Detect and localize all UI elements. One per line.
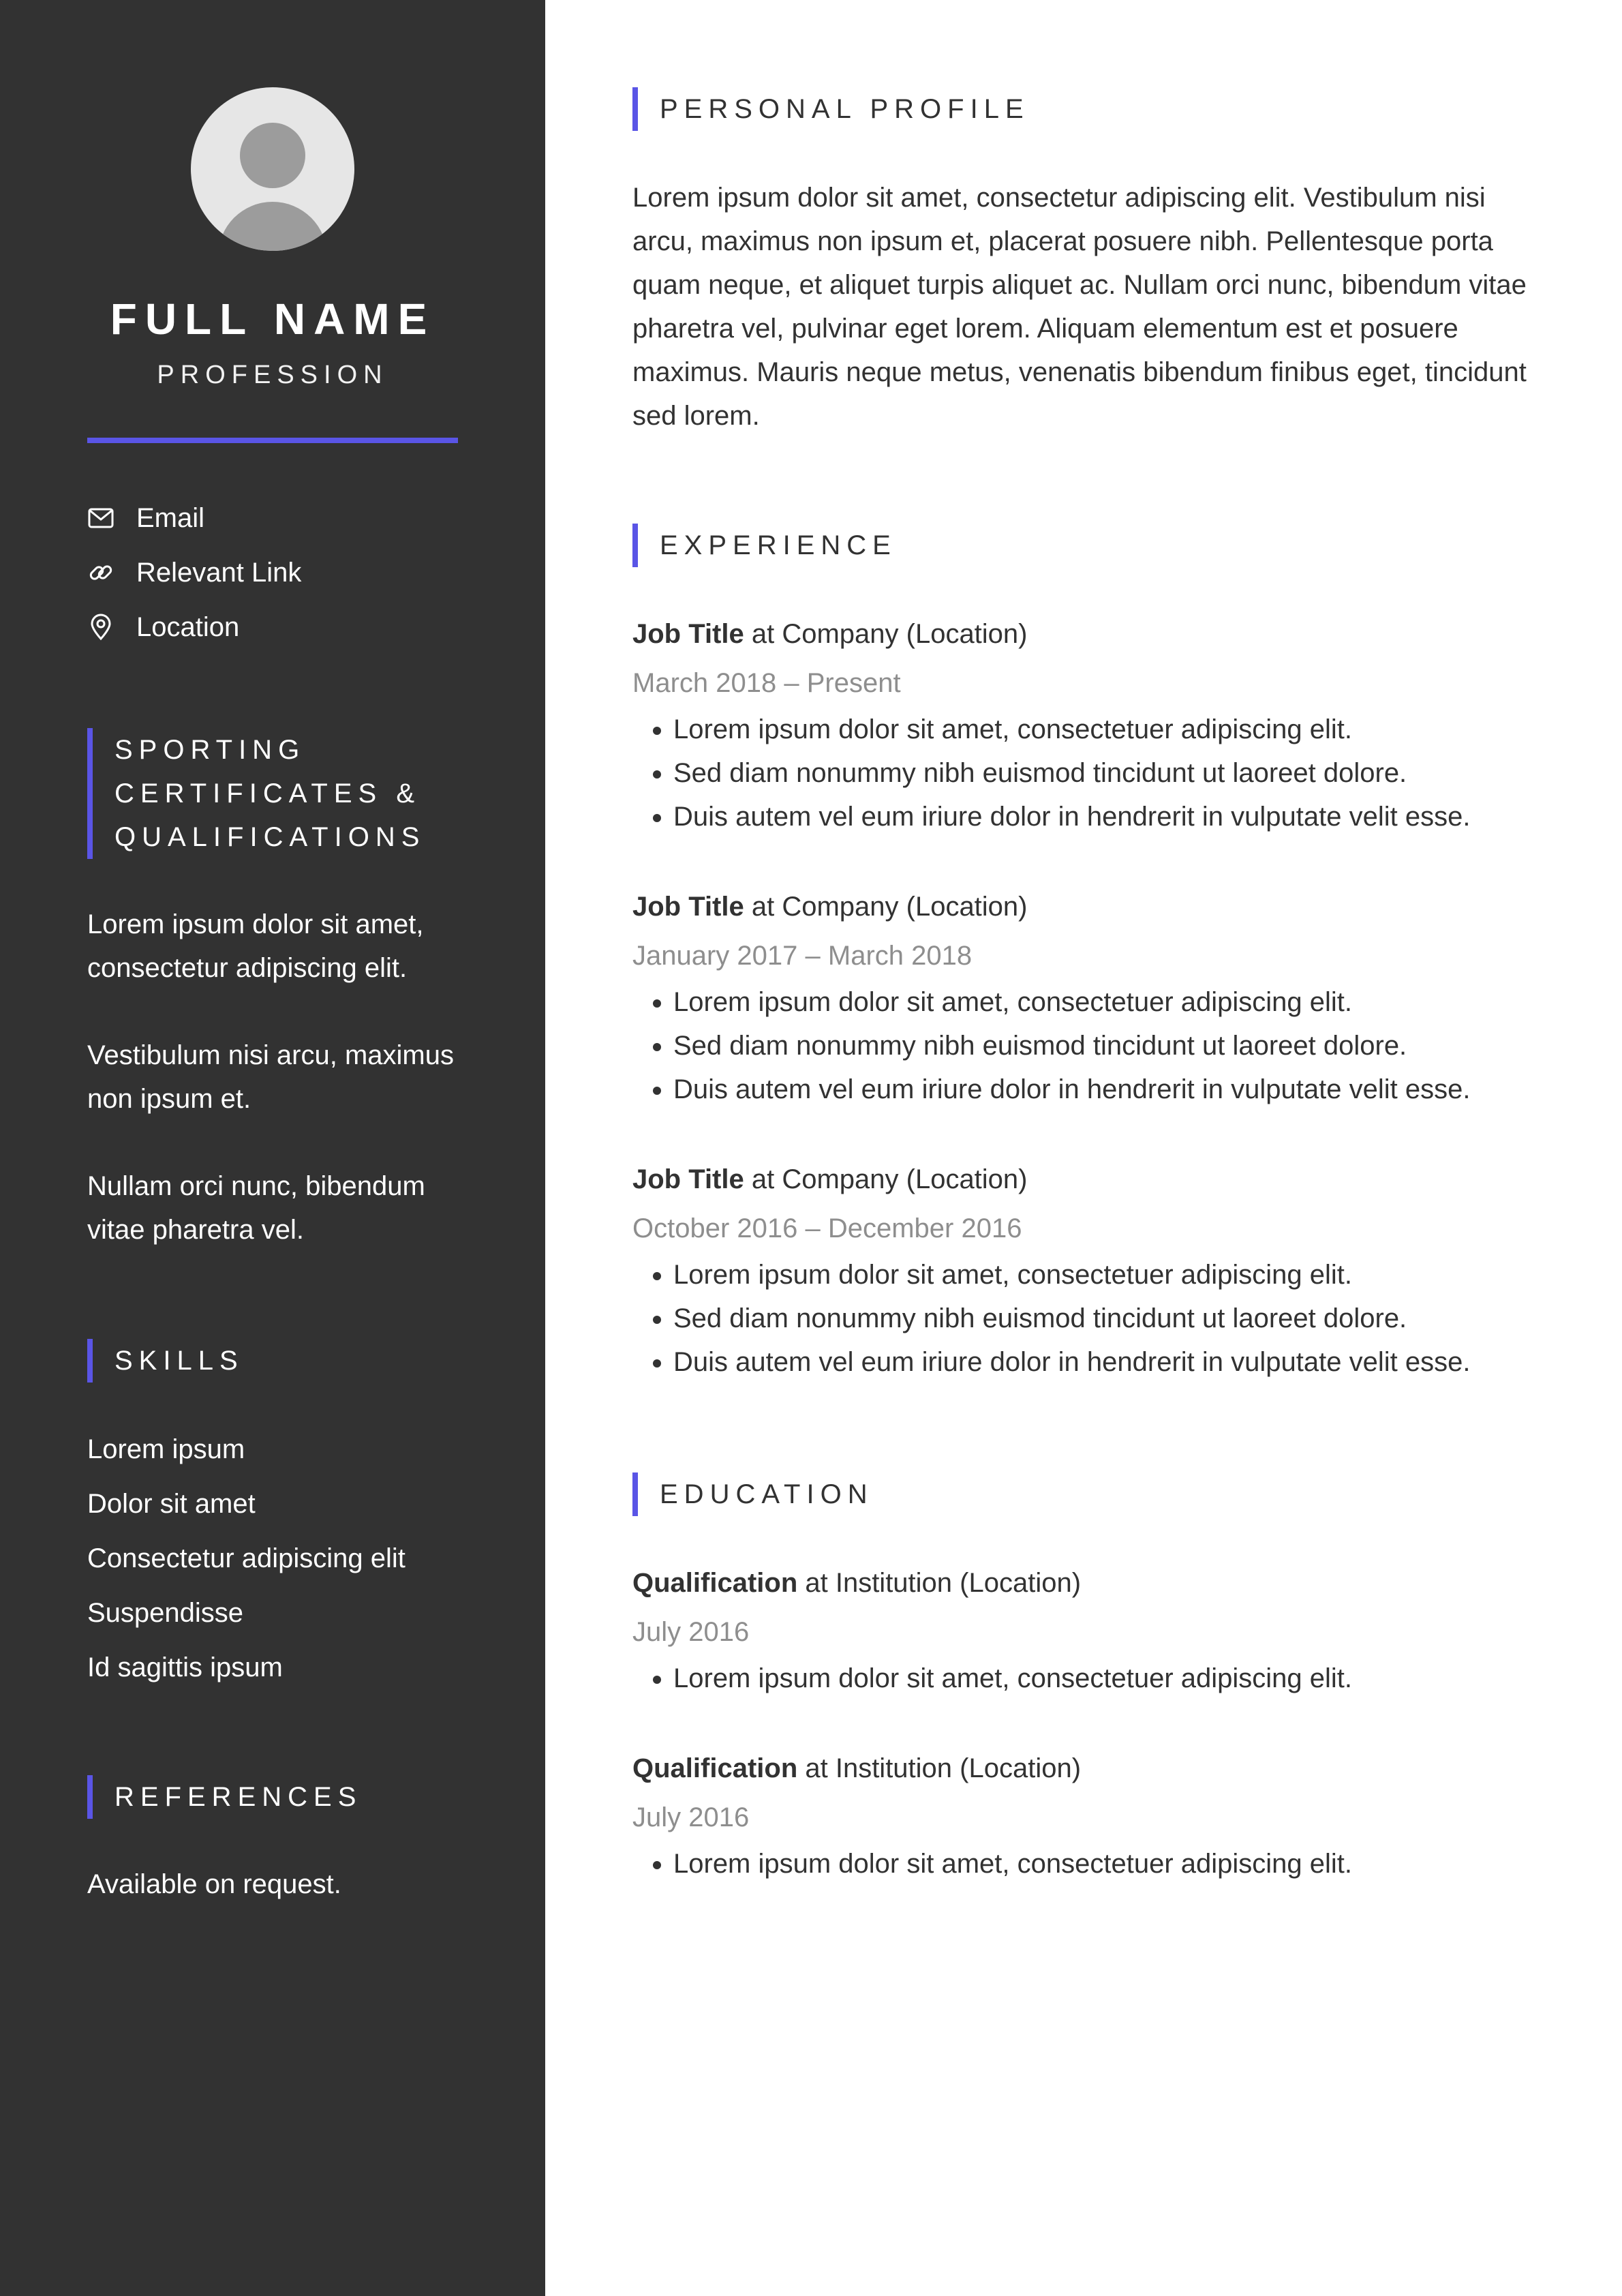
job-title-line (632, 609, 1546, 659)
mail-icon (87, 504, 114, 532)
bullet-item: • Sed diam nonummy nibh euismod tincidunt ut laoreet dolore. (673, 1297, 1546, 1340)
sidebar (0, 0, 545, 2296)
bullet-item: • Duis autem vel eum iriure dolor in hendrerit in vulputate velit esse. (673, 1340, 1546, 1384)
job-title-line (632, 882, 1546, 931)
bullet-item: • Lorem ipsum dolor sit amet, consectetuer adipiscing elit. (673, 1253, 1546, 1297)
certificate-item: Vestibulum nisi arcu, maximus non ipsum et. (87, 1040, 454, 1114)
education-date: July 2016 (632, 1802, 750, 1832)
education-bullets (632, 1657, 1546, 1700)
link-icon (87, 559, 114, 586)
bullet-item: • Sed diam nonummy nibh euismod tincidunt ut laoreet dolore. (673, 1024, 1546, 1068)
job-title: Job Title (632, 892, 744, 922)
bullet-item: • Lorem ipsum dolor sit amet, consectetuer adipiscing elit. (673, 1657, 1546, 1700)
experience-entry (632, 609, 1546, 839)
job-bullets (632, 980, 1546, 1111)
avatar (191, 87, 354, 251)
institution: at Institution (Location) (797, 1568, 1082, 1598)
contact-email-label: Email (136, 502, 205, 533)
education-date: July 2016 (632, 1617, 750, 1647)
profile-heading: PERSONAL PROFILE (632, 87, 1532, 131)
skill-item: Suspendisse (87, 1598, 244, 1628)
education-heading: EDUCATION (632, 1472, 1532, 1516)
education-bullets (632, 1842, 1546, 1886)
bullet-item: • Duis autem vel eum iriure dolor in hendrerit in vulputate velit esse. (673, 795, 1546, 839)
certificate-item: Lorem ipsum dolor sit amet, consectetur adipiscing elit. (87, 909, 424, 983)
name-divider (87, 438, 458, 443)
contact-location[interactable] (87, 600, 469, 654)
contact-list (87, 491, 469, 654)
skill-item: Lorem ipsum (87, 1434, 245, 1464)
references-heading: REFERENCES (87, 1775, 496, 1819)
bullet-item: • Lorem ipsum dolor sit amet, consectetuer adipiscing elit. (673, 708, 1546, 751)
contact-link-label: Relevant Link (136, 557, 302, 588)
skill-item: Dolor sit amet (87, 1489, 256, 1519)
skill-item: Id sagittis ipsum (87, 1652, 283, 1682)
bullet-item: • Lorem ipsum dolor sit amet, consectetuer adipiscing elit. (673, 1842, 1546, 1886)
qualification: Qualification (632, 1568, 798, 1598)
avatar-head (240, 123, 305, 188)
job-company: at Company (Location) (744, 1164, 1028, 1194)
job-title: Job Title (632, 1164, 744, 1194)
profession: PROFESSION (157, 361, 388, 389)
references-text: Available on request. (87, 1869, 341, 1899)
experience-entry (632, 882, 1546, 1111)
job-dates: January 2017 – March 2018 (632, 941, 973, 971)
full-name: FULL NAME (110, 294, 435, 344)
job-company: at Company (Location) (744, 619, 1028, 649)
contact-email[interactable] (87, 491, 469, 545)
job-company: at Company (Location) (744, 892, 1028, 922)
certificates-text (87, 903, 469, 1295)
job-bullets (632, 708, 1546, 839)
education-title-line (632, 1558, 1546, 1607)
education-title-line (632, 1744, 1546, 1793)
location-pin-icon (87, 614, 114, 641)
job-title-line (632, 1155, 1546, 1204)
bullet-item: • Sed diam nonummy nibh euismod tincidunt ut laoreet dolore. (673, 751, 1546, 795)
job-dates: March 2018 – Present (632, 668, 901, 698)
certificate-item: Nullam orci nunc, bibendum vitae pharetra vel. (87, 1171, 425, 1245)
skill-item: Consectetur adipiscing elit (87, 1543, 406, 1573)
contact-location-label: Location (136, 611, 240, 642)
experience-entry (632, 1155, 1546, 1384)
avatar-shoulders (218, 202, 327, 251)
certificates-heading: SPORTING CERTIFICATES & QUALIFICATIONS (87, 728, 496, 859)
job-title: Job Title (632, 619, 744, 649)
bullet-item: • Lorem ipsum dolor sit amet, consectetuer adipiscing elit. (673, 980, 1546, 1024)
job-dates: October 2016 – December 2016 (632, 1213, 1022, 1243)
job-bullets (632, 1253, 1546, 1384)
contact-link[interactable] (87, 545, 469, 600)
experience-heading: EXPERIENCE (632, 524, 1532, 567)
qualification: Qualification (632, 1753, 798, 1783)
skills-list (87, 1422, 469, 1695)
education-entry (632, 1558, 1546, 1700)
institution: at Institution (Location) (797, 1753, 1082, 1783)
education-entry (632, 1744, 1546, 1886)
profile-text: Lorem ipsum dolor sit amet, consectetur adipiscing elit. Vestibulum nisi arcu, maximus non ipsum et, placerat posuere nibh. Pellentesque porta quam neque, et aliquet turpis aliquet ac. Nullam orci nunc, bibendum vitae pharetra vel, pulvinar eget lorem. Aliquam elementum est et posuere maximus. Mauris neque metus, venenatis bibendum finibus eget, tincidunt sed lorem. (632, 183, 1527, 431)
bullet-item: • Duis autem vel eum iriure dolor in hendrerit in vulputate velit esse. (673, 1068, 1546, 1111)
skills-heading: SKILLS (87, 1339, 496, 1383)
